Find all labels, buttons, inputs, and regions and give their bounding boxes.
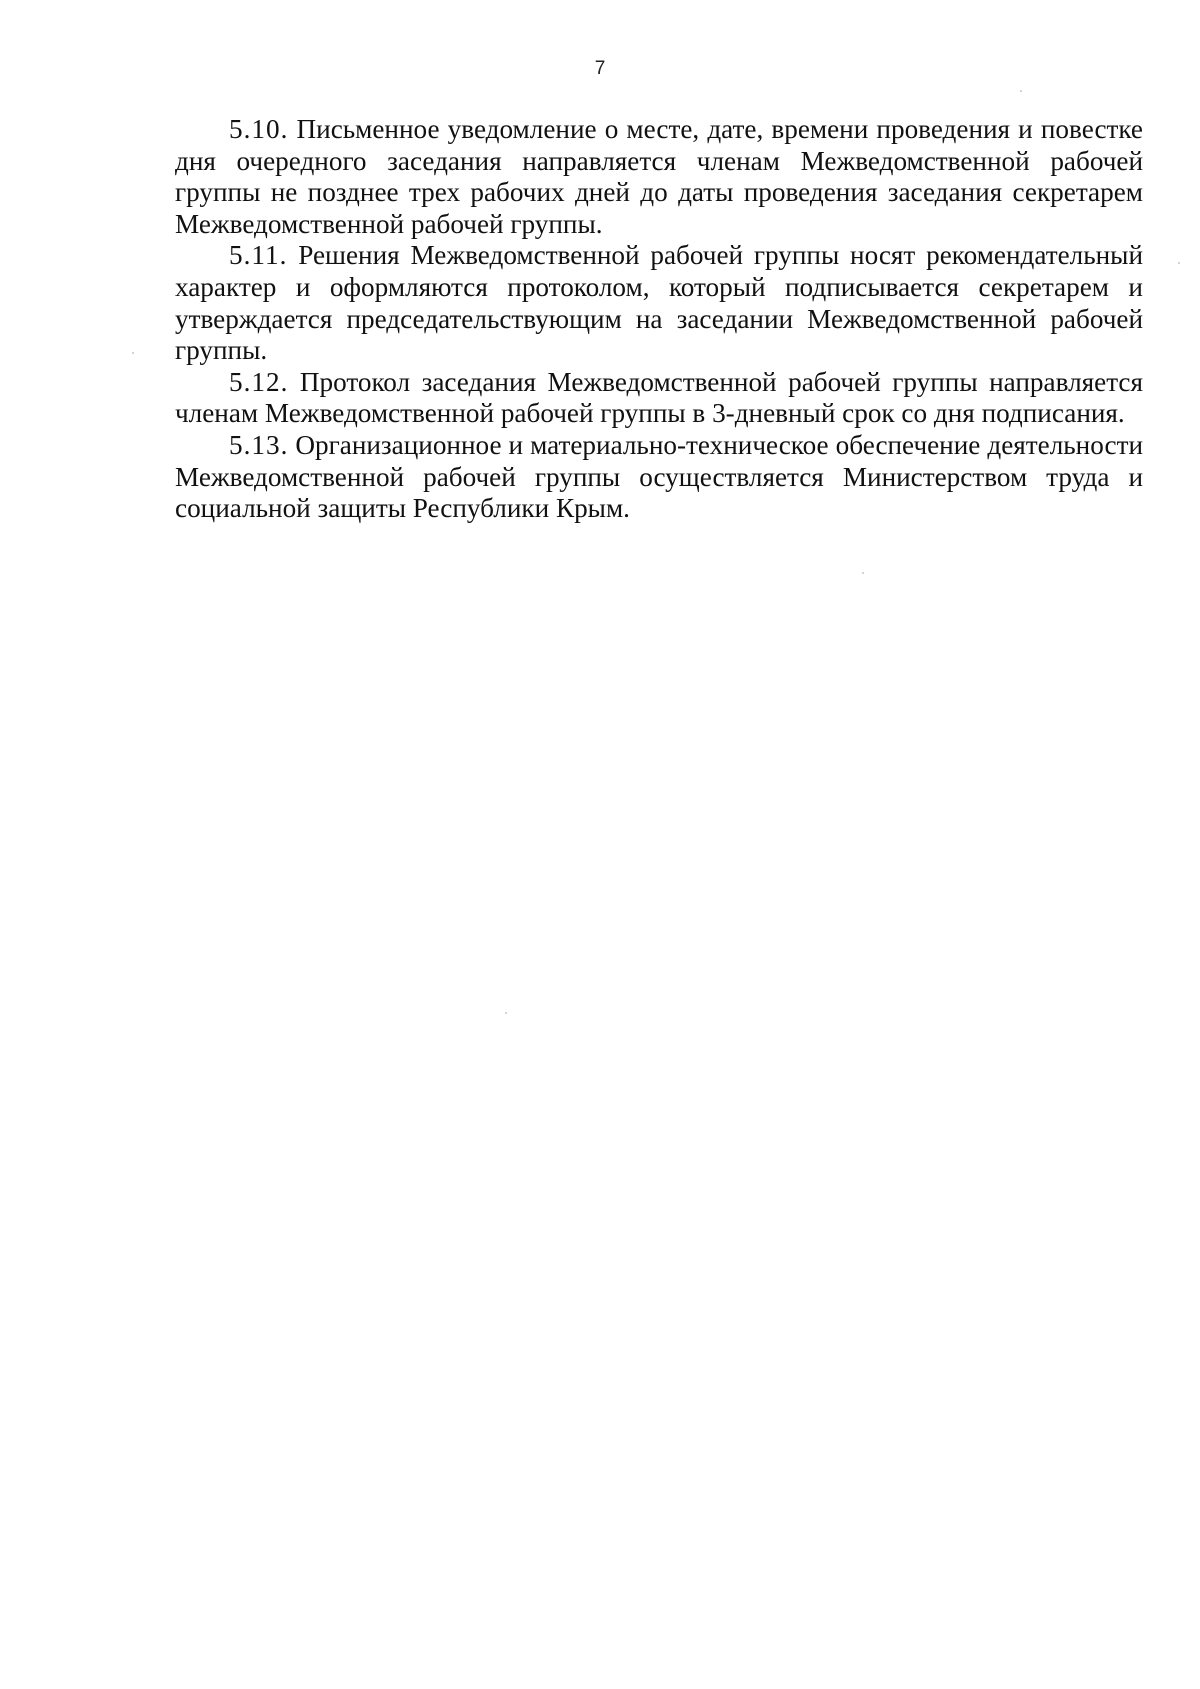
- paragraph-5-11: [175, 240, 1143, 366]
- scan-speck: [1178, 262, 1180, 264]
- paragraph-number: 5.11.: [229, 240, 288, 271]
- paragraph-text: Организационное и материально-техническое обеспечение деятельности Межведомственной рабочей группы осуществляется Министерством труда и социальной защиты Республики Крым.: [175, 429, 1143, 524]
- document-body: [175, 114, 1143, 525]
- scan-speck: [1020, 90, 1022, 92]
- paragraph-5-13: [175, 430, 1143, 525]
- paragraph-number: 5.12.: [229, 366, 289, 397]
- scan-speck: [505, 1012, 507, 1014]
- paragraph-number: 5.13.: [229, 429, 289, 460]
- paragraph-5-10: [175, 114, 1143, 240]
- scan-speck: [132, 352, 134, 354]
- page-number: 7: [594, 58, 606, 79]
- scan-speck: [862, 572, 864, 574]
- paragraph-text: Письменное уведомление о месте, дате, времени проведения и повестке дня очередного заседания направляется членам Межведомственной рабочей группы не позднее трех рабочих дней до даты проведения заседания секретарем Межведомственной рабочей группы.: [175, 114, 1143, 239]
- paragraph-text: Решения Межведомственной рабочей группы носят рекомендательный характер и оформляются протоколом, который подписывается секретарем и утверждается председательствующим на заседании Межведомственной рабочей группы.: [175, 240, 1143, 366]
- paragraph-text: Протокол заседания Межведомственной рабочей группы направляется членам Межведомственной рабочей группы в 3-дневный срок со дня подписания.: [175, 366, 1143, 429]
- paragraph-5-12: [175, 367, 1143, 430]
- paragraph-number: 5.10.: [229, 114, 289, 144]
